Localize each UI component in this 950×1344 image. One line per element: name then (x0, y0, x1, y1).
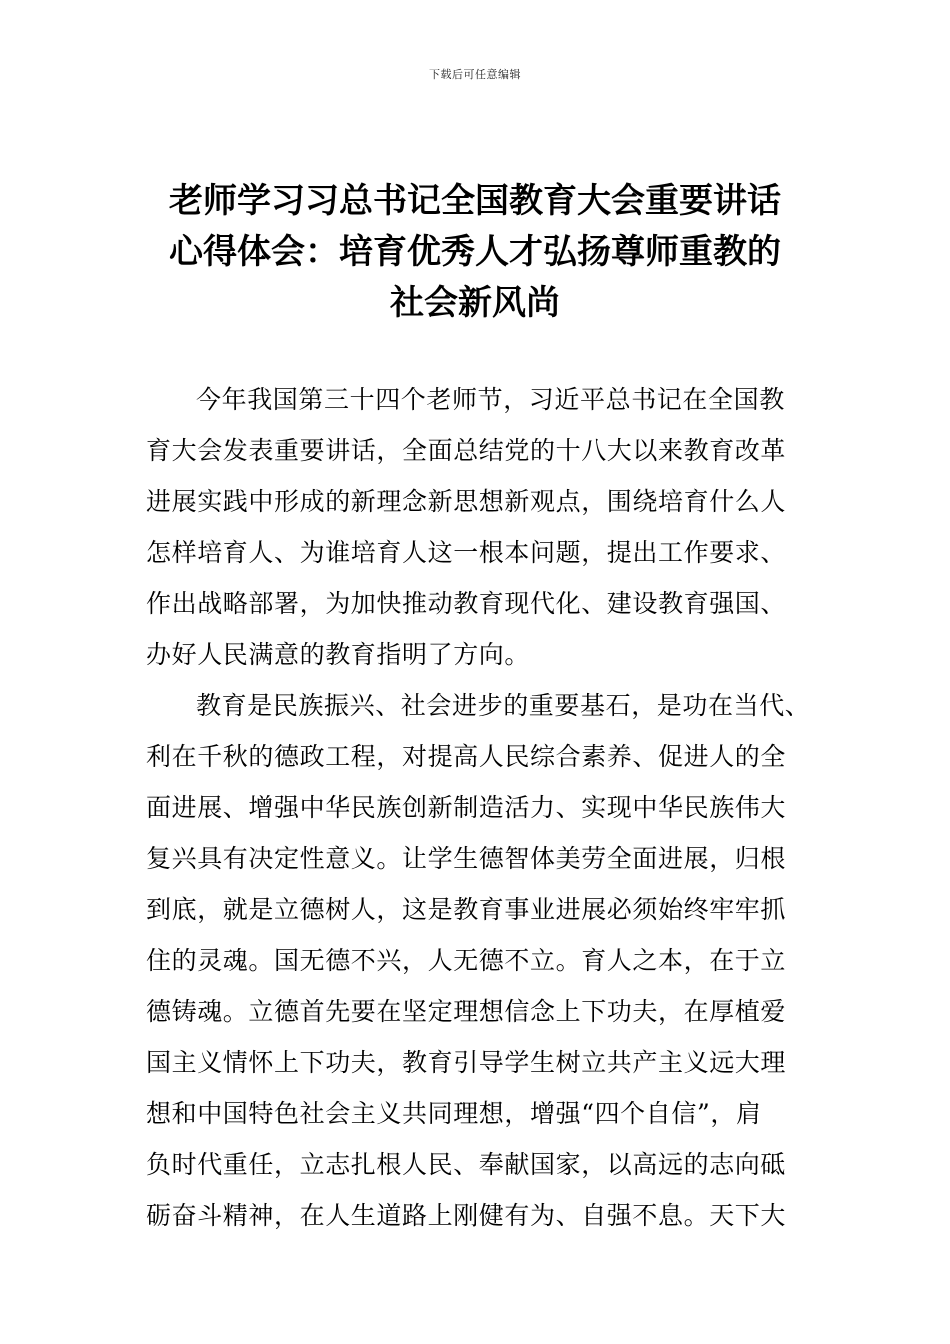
paragraph-line: 办好人民满意的教育指明了方向。 (146, 640, 531, 669)
paragraph-line: 德铸魂。立德首先要在坚定理想信念上下功夫，在厚植爱 (146, 997, 787, 1026)
title-line: 社会新风尚 (390, 283, 560, 323)
paragraph-line: 进展实践中形成的新理念新思想新观点，围绕培育什么人 (146, 487, 787, 516)
paragraph-line: 到底，就是立德树人，这是教育事业进展必须始终牢牢抓 (146, 895, 787, 924)
paragraph-line: 怎样培育人、为谁培育人这一根本问题，提出工作要求、 (146, 538, 787, 567)
paragraph-line: 复兴具有决定性意义。让学生德智体美劳全面进展，归根 (146, 844, 787, 873)
paragraph-line: 住的灵魂。国无德不兴，人无德不立。育人之本，在于立 (146, 946, 787, 975)
title-line: 老师学习习总书记全国教育大会重要讲话 (169, 181, 781, 221)
paragraph-line: 砺奋斗精神，在人生道路上刚健有为、自强不息。天下大 (146, 1201, 787, 1230)
paragraph-line: 今年我国第三十四个老师节，习近平总书记在全国教 (196, 385, 785, 414)
paragraph-line: 面进展、增强中华民族创新制造活力、实现中华民族伟大 (146, 793, 787, 822)
paragraph-line: 国主义情怀上下功夫，教育引导学生树立共产主义远大理 (146, 1048, 787, 1077)
paragraph-line: 作出战略部署，为加快推动教育现代化、建设教育强国、 (146, 589, 787, 618)
title-line: 心得体会：培育优秀人才弘扬尊师重教的 (169, 232, 781, 272)
paragraph-line: 利在千秋的德政工程，对提高人民综合素养、促进人的全 (146, 742, 787, 771)
paragraph (146, 680, 822, 1241)
paragraph-line: 想和中国特色社会主义共同理想，增强“四个自信”，肩 (146, 1099, 762, 1128)
header-note: 下载后可任意编辑 (429, 68, 521, 81)
document-body (146, 374, 822, 1241)
paragraph-line: 负时代重任，立志扎根人民、奉献国家，以高远的志向砥 (146, 1150, 787, 1179)
paragraph (146, 374, 822, 680)
document-title (90, 176, 860, 329)
paragraph-line: 教育是民族振兴、社会进步的重要基石，是功在当代、 (196, 691, 811, 720)
paragraph-line: 育大会发表重要讲话，全面总结党的十八大以来教育改革 (146, 436, 787, 465)
